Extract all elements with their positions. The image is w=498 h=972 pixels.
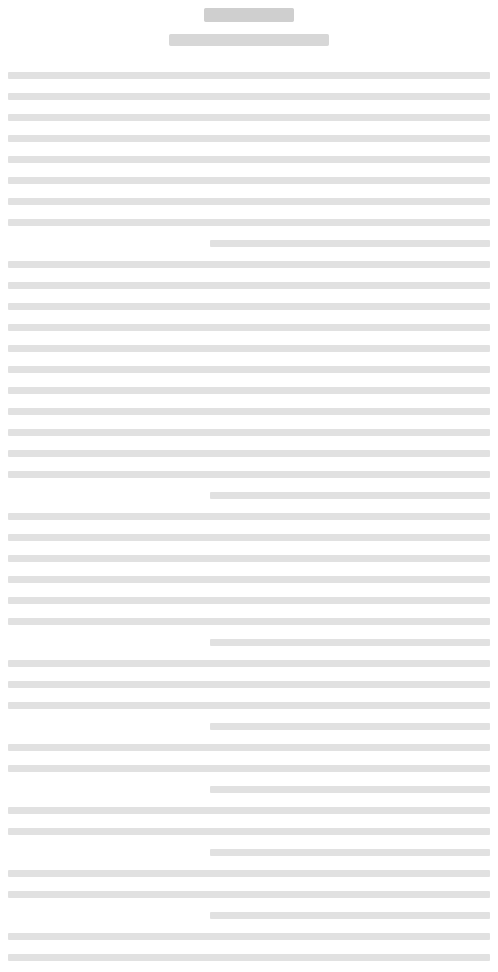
- text-line-placeholder: [8, 820, 490, 841]
- text-line-placeholder: [8, 526, 490, 547]
- text-line-placeholder: [8, 232, 490, 253]
- text-line-placeholder: [8, 883, 490, 904]
- text-line-bar: [8, 93, 490, 100]
- text-line-bar: [8, 555, 490, 562]
- text-line-bar: [8, 345, 490, 352]
- text-line-placeholder: [8, 484, 490, 505]
- text-line-bar: [8, 870, 490, 877]
- text-line-placeholder: [8, 757, 490, 778]
- text-line-bar: [8, 660, 490, 667]
- text-line-placeholder: [8, 379, 490, 400]
- text-line-placeholder: [8, 211, 490, 232]
- text-line-placeholder: [8, 715, 490, 736]
- text-line-bar: [8, 177, 490, 184]
- text-line-placeholder: [8, 190, 490, 211]
- text-line-placeholder: [8, 925, 490, 946]
- text-line-placeholder: [8, 862, 490, 883]
- text-line-bar: [8, 618, 490, 625]
- text-line-placeholder: [8, 169, 490, 190]
- text-line-placeholder: [8, 253, 490, 274]
- text-line-placeholder: [8, 673, 490, 694]
- article-header: [8, 6, 490, 58]
- text-line-placeholder: [8, 358, 490, 379]
- text-line-bar: [210, 912, 490, 919]
- text-line-bar: [8, 681, 490, 688]
- text-line-placeholder: [8, 694, 490, 715]
- text-line-bar: [8, 387, 490, 394]
- text-line-placeholder: [8, 442, 490, 463]
- text-line-placeholder: [8, 589, 490, 610]
- text-line-placeholder: [8, 841, 490, 862]
- text-line-placeholder: [8, 106, 490, 127]
- text-line-bar: [8, 261, 490, 268]
- text-line-bar: [210, 492, 490, 499]
- text-line-bar: [8, 450, 490, 457]
- text-line-placeholder: [8, 127, 490, 148]
- text-line-placeholder: [8, 274, 490, 295]
- text-line-bar: [8, 744, 490, 751]
- text-line-placeholder: [8, 421, 490, 442]
- text-line-bar: [8, 471, 490, 478]
- text-line-bar: [8, 534, 490, 541]
- text-line-bar: [8, 954, 490, 961]
- text-line-bar: [8, 366, 490, 373]
- text-line-bar: [8, 324, 490, 331]
- text-line-bar: [8, 933, 490, 940]
- text-line-bar: [210, 849, 490, 856]
- text-line-bar: [210, 639, 490, 646]
- article-body: [8, 64, 490, 967]
- text-line-placeholder: [8, 463, 490, 484]
- text-line-placeholder: [8, 64, 490, 85]
- text-line-placeholder: [8, 631, 490, 652]
- text-line-placeholder: [8, 337, 490, 358]
- text-line-bar: [8, 576, 490, 583]
- text-line-placeholder: [8, 736, 490, 757]
- text-line-bar: [210, 786, 490, 793]
- text-line-bar: [8, 408, 490, 415]
- text-line-bar: [8, 198, 490, 205]
- text-line-bar: [8, 765, 490, 772]
- text-line-bar: [8, 114, 490, 121]
- text-line-bar: [8, 807, 490, 814]
- text-line-bar: [8, 219, 490, 226]
- text-line-placeholder: [8, 316, 490, 337]
- text-line-bar: [210, 240, 490, 247]
- text-line-placeholder: [8, 148, 490, 169]
- text-line-placeholder: [8, 505, 490, 526]
- text-line-bar: [8, 597, 490, 604]
- text-line-bar: [8, 303, 490, 310]
- text-line-bar: [8, 702, 490, 709]
- text-line-placeholder: [8, 568, 490, 589]
- text-line-placeholder: [8, 295, 490, 316]
- text-line-bar: [8, 282, 490, 289]
- text-line-placeholder: [8, 799, 490, 820]
- text-line-placeholder: [8, 85, 490, 106]
- text-line-bar: [210, 723, 490, 730]
- text-line-bar: [8, 429, 490, 436]
- text-line-bar: [8, 513, 490, 520]
- text-line-placeholder: [8, 547, 490, 568]
- text-line-bar: [8, 72, 490, 79]
- text-line-placeholder: [8, 610, 490, 631]
- text-line-placeholder: [8, 904, 490, 925]
- text-line-bar: [8, 891, 490, 898]
- headline-placeholder: [204, 8, 294, 22]
- text-line-bar: [8, 828, 490, 835]
- byline-placeholder: [169, 34, 329, 46]
- text-line-placeholder: [8, 652, 490, 673]
- text-line-placeholder: [8, 400, 490, 421]
- text-line-placeholder: [8, 946, 490, 967]
- text-line-bar: [8, 156, 490, 163]
- text-line-placeholder: [8, 778, 490, 799]
- text-line-bar: [8, 135, 490, 142]
